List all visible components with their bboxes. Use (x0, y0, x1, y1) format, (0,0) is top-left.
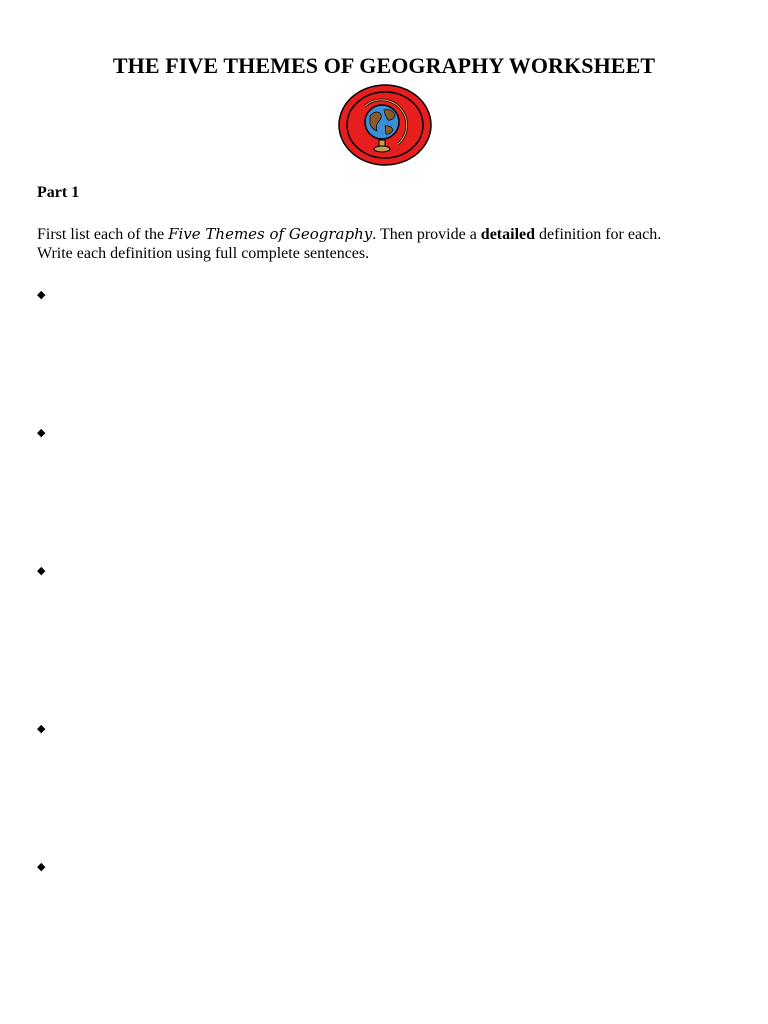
worksheet-title: THE FIVE THEMES OF GEOGRAPHY WORKSHEET (112, 53, 656, 78)
instructions-text: First list each of the (37, 226, 169, 243)
instructions-line-2: Write each definition using full complete sentences. (37, 245, 370, 262)
bullet-marker: ◆ (37, 426, 46, 439)
instructions-text: . Then provide a (372, 226, 481, 243)
bullet-marker: ◆ (37, 288, 46, 301)
instructions-line-1 (37, 225, 737, 244)
globe-icon (338, 84, 432, 166)
part-heading: Part 1 (37, 184, 80, 201)
bullet-marker: ◆ (37, 860, 46, 873)
instructions-bold: detailed (480, 226, 536, 243)
bullet-marker: ◆ (37, 564, 46, 577)
bullet-marker: ◆ (37, 722, 46, 735)
instructions-text: definition for each. (535, 226, 662, 243)
instructions-italic: Five Themes of Geography (168, 225, 373, 243)
instructions (37, 225, 737, 263)
